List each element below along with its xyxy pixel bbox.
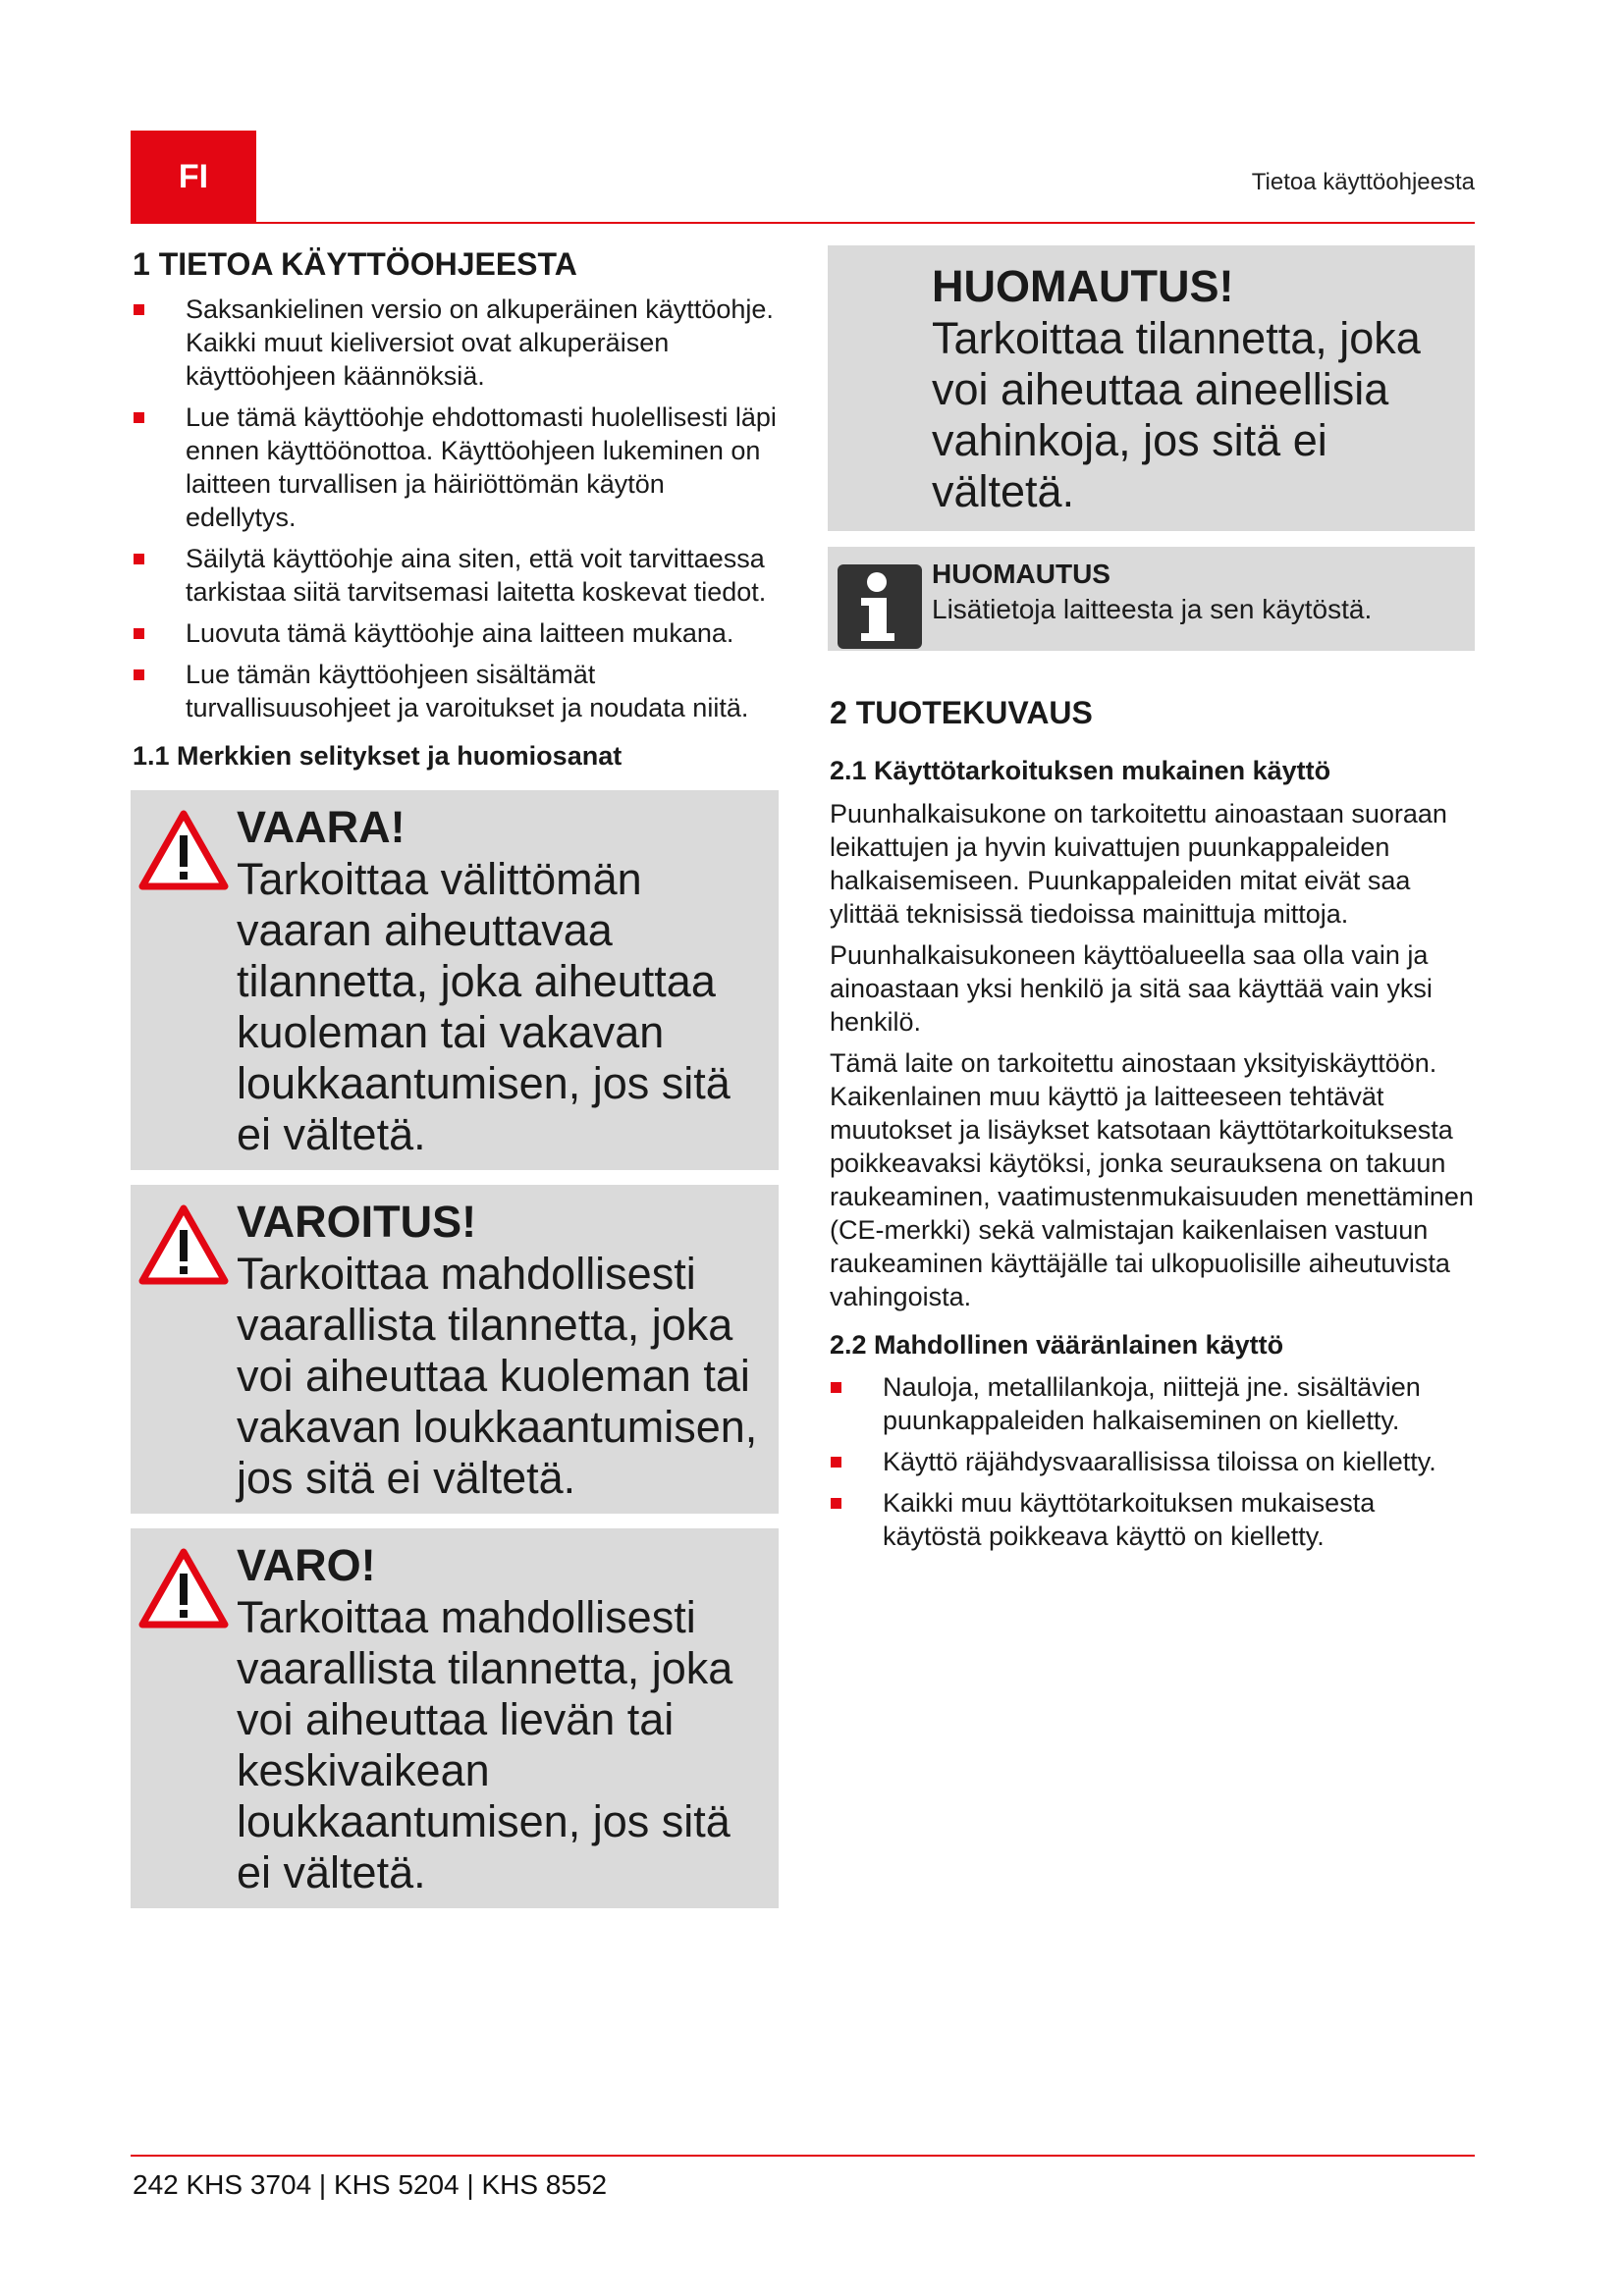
section-1-bullet-list bbox=[131, 293, 779, 724]
paragraph: Tämä laite on tarkoitettu ainostaan yksityiskäyttöön. Kaikenlainen muu käyttö ja laitteeseen tehtävät muutokset ja lisäykset katsotaan käyttötarkoituksesta poikkeavaksi käytöksi, jonka seurauksena on takuun raukeaminen, vaatimustenmukaisuuden menettäminen (CE-merkki) sekä valmistajan kaikenlaisen vastuun raukeaminen käyttäjälle tai ulkopuolisille aiheutuvista vahingoista. bbox=[830, 1047, 1474, 1311]
warning-triangle-icon bbox=[138, 1548, 229, 1629]
warning-title: VAROITUS! bbox=[237, 1196, 477, 1247]
section-1-1-title: 1.1 Merkkien selitykset ja huomiosanat bbox=[133, 741, 623, 772]
info-text: Lisätietoja laitteesta ja sen käytöstä. bbox=[932, 594, 1373, 624]
danger-text: Tarkoittaa välittömän vaaran aiheuttavaa tilannetta, joka aiheuttaa kuoleman tai vakavan loukkaantumisen, jos sitä ei vältetä. bbox=[237, 853, 731, 1159]
danger-box bbox=[131, 790, 779, 1170]
info-title: HUOMAUTUS bbox=[932, 559, 1110, 589]
caution-text: Tarkoittaa mahdollisesti vaarallista tilannetta, joka voi aiheuttaa lievän tai keskivaikean loukkaantumisen, jos sitä ei vältetä. bbox=[237, 1591, 733, 1897]
notice-text: Tarkoittaa tilannetta, joka voi aiheuttaa aineellisia vahinkoja, jos sitä ei vältetä. bbox=[932, 313, 1421, 516]
warning-triangle-icon bbox=[138, 1204, 229, 1285]
section-2-2-title: 2.2 Mahdollinen vääränlainen käyttö bbox=[830, 1329, 1284, 1360]
list-item: Luovuta tämä käyttöohje aina laitteen mukana. bbox=[131, 616, 779, 650]
info-box bbox=[828, 547, 1475, 651]
warning-triangle-icon bbox=[138, 810, 229, 890]
header-title: Tietoa käyttöohjeesta bbox=[1251, 169, 1475, 195]
bullet-icon bbox=[831, 1382, 841, 1393]
footer-divider bbox=[131, 2155, 1475, 2157]
caution-box bbox=[131, 1528, 779, 1908]
list-item: Kaikki muu käyttötarkoituksen mukaisesta käytöstä poikkeava käyttö on kielletty. bbox=[828, 1486, 1475, 1553]
paragraph: Puunhalkaisukone on tarkoitettu ainoastaan suoraan leikattujen ja hyvin kuivattujen puunkappaleiden halkaisemiseen. Puunkappaleiden mitat eivät saa ylittää teknisissä tiedoissa mainittuja mittoja. bbox=[830, 798, 1447, 929]
danger-title: VAARA! bbox=[237, 801, 406, 852]
notice-title: HUOMAUTUS! bbox=[932, 261, 1234, 311]
footer-page-info: 242 KHS 3704 | KHS 5204 | KHS 8552 bbox=[133, 2169, 608, 2200]
section-2-1-title: 2.1 Käyttötarkoituksen mukainen käyttö bbox=[830, 756, 1331, 786]
paragraph: Puunhalkaisukoneen käyttöalueella saa olla vain ja ainoastaan yksi henkilö ja sitä saa käyttää vain yksi henkilö. bbox=[830, 939, 1433, 1037]
section-1-title: 1 TIETOA KÄYTTÖOHJEESTA bbox=[133, 246, 577, 282]
warning-text: Tarkoittaa mahdollisesti vaarallista tilannetta, joka voi aiheuttaa kuoleman tai vakavan loukkaantumisen, jos sitä ei vältetä. bbox=[237, 1248, 758, 1503]
bullet-icon bbox=[831, 1498, 841, 1509]
list-item: Saksankielinen versio on alkuperäinen käyttöohje. Kaikki muut kieliversiot ovat alkuperäisen käyttöohjeen käännöksiä. bbox=[131, 293, 779, 393]
bullet-icon bbox=[134, 628, 144, 639]
list-item: Säilytä käyttöohje aina siten, että voit tarvittaessa tarkistaa siitä tarvitsemasi laitetta koskevat tiedot. bbox=[131, 542, 779, 609]
notice-box bbox=[828, 245, 1475, 531]
caution-title: VARO! bbox=[237, 1539, 376, 1590]
list-item: Käyttö räjähdysvaarallisissa tiloissa on kielletty. bbox=[828, 1445, 1475, 1478]
bullet-icon bbox=[831, 1457, 841, 1468]
section-2-2-bullet-list bbox=[828, 1370, 1475, 1553]
bullet-icon bbox=[134, 554, 144, 564]
bullet-icon bbox=[134, 412, 144, 423]
warning-box bbox=[131, 1185, 779, 1514]
bullet-icon bbox=[134, 304, 144, 315]
section-2-title: 2 TUOTEKUVAUS bbox=[830, 695, 1093, 730]
left-column bbox=[131, 245, 779, 1923]
list-item: Lue tämä käyttöohje ehdottomasti huolellisesti läpi ennen käyttöönottoa. Käyttöohjeen lukeminen on laitteen turvallisen ja häiriöttömän käytön edellytys. bbox=[131, 400, 779, 534]
info-icon bbox=[838, 564, 922, 649]
list-item: Nauloja, metallilankoja, niittejä jne. sisältävien puunkappaleiden halkaiseminen on kielletty. bbox=[828, 1370, 1475, 1437]
bullet-icon bbox=[134, 669, 144, 680]
header-divider bbox=[131, 222, 1475, 224]
list-item: Lue tämän käyttöohjeen sisältämät turvallisuusohjeet ja varoitukset ja noudata niitä. bbox=[131, 658, 779, 724]
right-column bbox=[828, 245, 1475, 1561]
language-tab: FI bbox=[131, 131, 256, 223]
